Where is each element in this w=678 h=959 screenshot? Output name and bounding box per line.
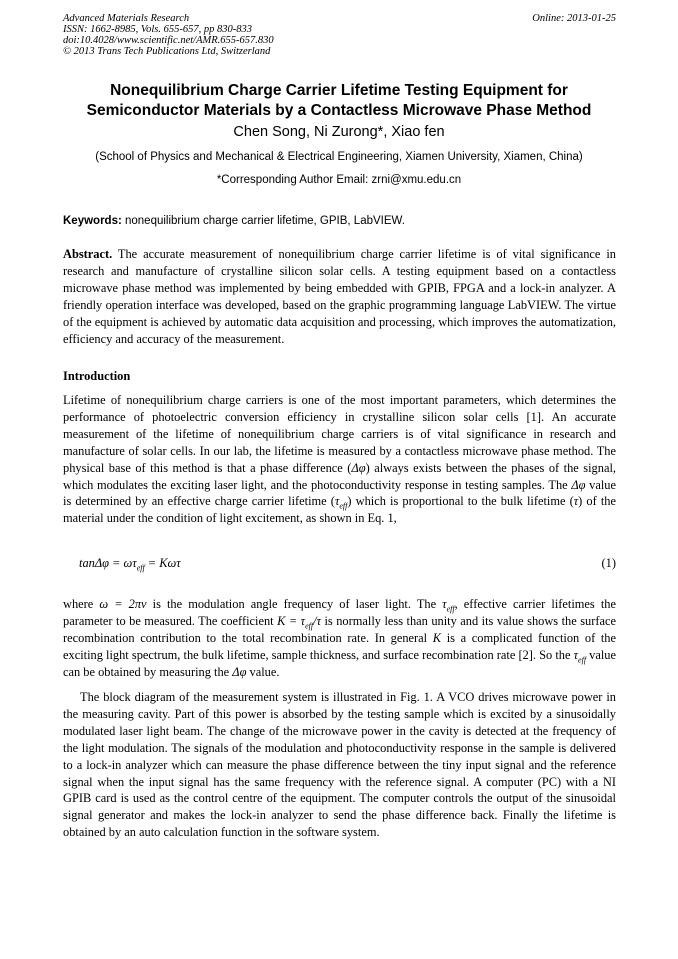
text-run: where	[63, 597, 100, 611]
text-run: is the modulation angle frequency of laser light. The	[146, 597, 443, 611]
symbol-k: K	[432, 630, 442, 645]
author-list: Chen Song, Ni Zurong*, Xiao fen	[233, 124, 445, 140]
symbol-delta-phi: Δφ	[232, 664, 247, 679]
journal-name: Advanced Materials Research	[63, 13, 190, 24]
intro-paragraph-1	[63, 392, 616, 527]
text-run: ) of the material under the condition of light excitement, as shown in Eq. 1,	[63, 494, 616, 526]
title-line-2: Semiconductor Materials by a Contactless Microwave Phase Method	[86, 102, 592, 119]
abstract-label: Abstract.	[63, 247, 113, 261]
equation-text: tanΔφ = ωτ	[79, 556, 137, 570]
text-run: is a complicated function of the exciting light spectrum, the bulk lifetime, sample thickness, and surface recombination rate [2]. So the	[63, 630, 616, 662]
copyright-line: © 2013 Trans Tech Publications Ltd, Switzerland	[63, 46, 271, 57]
intro-paragraph-2	[63, 596, 616, 681]
symbol-tau: τ	[573, 494, 579, 509]
text-run: Lifetime of nonequilibrium charge carriers is one of the most important parameters, which determines the performance of photoelectric conversion efficiency in crystalline silicon solar cells [1]. An accurate measurement of the lifetime of nonequilibrium charge carriers is of vital significance in research and manufacture of solar cells. In our lab, the lifetime is measured by a contactless microwave phase method. The physical base of this method is that a phase difference (	[63, 393, 616, 475]
symbol-tau: τ	[334, 494, 340, 509]
doi-line: doi:10.4028/www.scientific.net/AMR.655-657.830	[63, 35, 274, 46]
intro-paragraph-3: The block diagram of the measurement system is illustrated in Fig. 1. A VCO drives microwave power in the measuring cavity. Part of this power is absorbed by the testing sample which is excited by a sinusoidally modulated laser light beam. The change of the microwave power in the cavity is detected at the frequency of the light modulation. The signals of the modulation and photoconductivity response in the sample is delivered to a lock-in analyzer which can measure the phase difference between the tiny input signal and the reference signal when the input signal has the same frequency with the reference signal. A computer (PC) with a NI GPIB card is used as the control centre of the equipment. The computer controls the output of the sinusoidal signal generator and makes the lock-in analyzer to send the phase difference back. Finally the lifetime is obtained by an auto calculation function in the software system.	[63, 690, 616, 840]
online-date: Online: 2013-01-25	[532, 13, 616, 24]
text-run: ) which is proportional to the bulk lifetime (	[347, 494, 574, 509]
equation-number: (1)	[601, 556, 616, 570]
abstract-text: The accurate measurement of nonequilibrium charge carrier lifetime is of vital significance in research and manufacture of crystalline silicon solar cells. A testing equipment based on a contactless microwave phase method was implemented by being embedded with GPIB, FPGA and a lock-in analyzer. A friendly operation interface was developed, based on the graphic programming language LabVIEW. The virtue of the equipment is achieved by automatic data acquisition and processing, which improves the automatization, efficiency and accuracy of the measurement.	[63, 247, 616, 346]
text-run: value.	[246, 664, 280, 679]
issn-line: ISSN: 1662-8985, Vols. 655-657, pp 830-833	[63, 24, 252, 35]
symbol-delta-phi: Δφ	[571, 477, 586, 492]
keywords-text: nonequilibrium charge carrier lifetime, GPIB, LabVIEW.	[121, 215, 405, 227]
keywords	[63, 214, 616, 228]
symbol-tau: τ	[573, 647, 579, 662]
running-header	[63, 13, 616, 57]
text-run: , effective carrier lifetimes the parameter to be measured. The coefficient	[63, 597, 616, 628]
equation-expression	[79, 556, 181, 571]
text-run: value is determined by an effective charge carrier lifetime (	[63, 477, 616, 509]
equation-text-tail: = Kωτ	[144, 556, 181, 570]
text-run: value can be obtained by measuring the	[63, 647, 616, 679]
text-run: is normally less than unity and its value shows the surface recombination contribution to the total recombination rate. In general	[63, 613, 616, 645]
affiliation: (School of Physics and Mechanical & Electrical Engineering, Xiamen University, Xiamen, China)	[95, 151, 583, 163]
symbol-omega-equation: ω = 2πν	[99, 597, 147, 611]
subscript-eff: eff	[339, 501, 348, 511]
subscript-eff: eff	[136, 563, 145, 573]
section-heading-introduction: Introduction	[63, 369, 131, 383]
symbol-delta-phi: Δφ	[351, 460, 366, 475]
text-run: ) always exists between the phases of the signal, which modulates the exciting laser light, and the photoconductivity response in testing samples. The	[63, 460, 616, 492]
symbol-k-equation-tail: /τ	[313, 613, 322, 628]
paper-title	[40, 81, 638, 121]
abstract	[63, 246, 616, 347]
symbol-k-equation: K = τ	[277, 613, 306, 628]
corresponding-email: *Corresponding Author Email: zrni@xmu.edu.cn	[216, 174, 462, 186]
subscript-eff: eff	[446, 604, 455, 614]
subscript-eff: eff	[305, 621, 314, 631]
subscript-eff: eff	[578, 655, 587, 665]
keywords-label: Keywords:	[63, 215, 122, 227]
symbol-tau: τ	[442, 597, 447, 611]
title-line-1: Nonequilibrium Charge Carrier Lifetime Testing Equipment for	[110, 82, 568, 99]
equation-1	[63, 556, 616, 576]
